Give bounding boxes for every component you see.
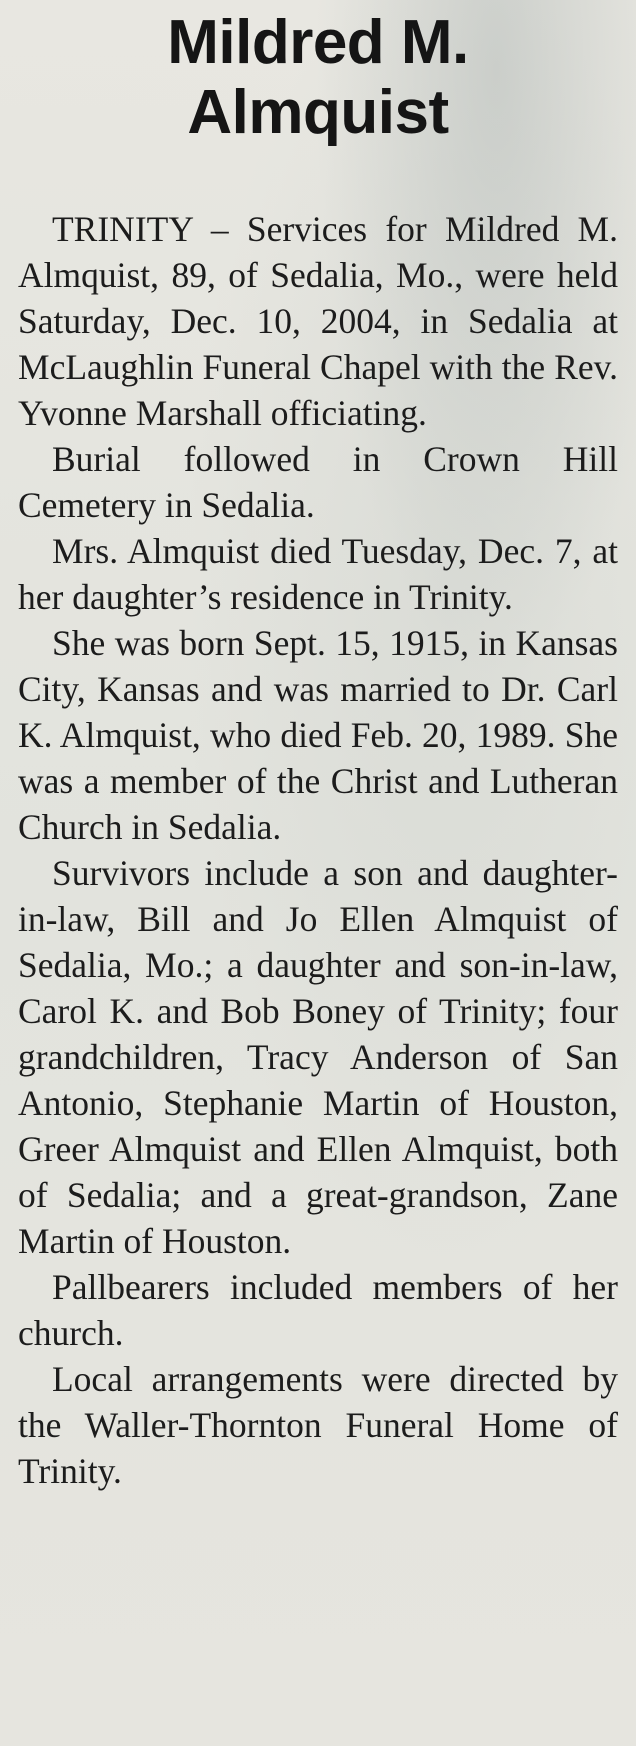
obituary-headline: [18, 8, 618, 148]
paragraph-services: TRINITY – Services for Mildred M. Almquist, 89, of Sedalia, Mo., were held Saturday, Dec. 10, 2004, in Sedalia at McLaughlin Funeral Chapel with the Rev. Yvonne Marshall officiating.: [18, 209, 618, 433]
headline-line-2: Almquist: [187, 78, 449, 147]
paragraph-biography: She was born Sept. 15, 1915, in Kansas City, Kansas and was married to Dr. Carl K. Almquist, who died Feb. 20, 1989. She was a member of the Christ and Lutheran Church in Sedalia.: [18, 623, 618, 847]
paragraph-arrangements: Local arrangements were directed by the Waller-Thornton Funeral Home of Trinity.: [18, 1359, 618, 1491]
paragraph-burial: Burial followed in Crown Hill Cemetery in Sedalia.: [18, 439, 618, 525]
paragraph-death: Mrs. Almquist died Tuesday, Dec. 7, at her daughter’s residence in Trinity.: [18, 531, 618, 617]
paragraph-survivors: Survivors include a son and daughter-in-law, Bill and Jo Ellen Almquist of Sedalia, Mo.; a daughter and son-in-law, Carol K. and Bob Boney of Trinity; four grandchildren, Tracy Anderson of San Antonio, Stephanie Martin of Houston, Greer Almquist and Ellen Almquist, both of Sedalia; and a great-grandson, Zane Martin of Houston.: [18, 853, 618, 1261]
paragraph-pallbearers: Pallbearers included members of her church.: [18, 1267, 618, 1353]
headline-line-1: Mildred M.: [167, 8, 469, 77]
obituary-body: [18, 206, 618, 1494]
